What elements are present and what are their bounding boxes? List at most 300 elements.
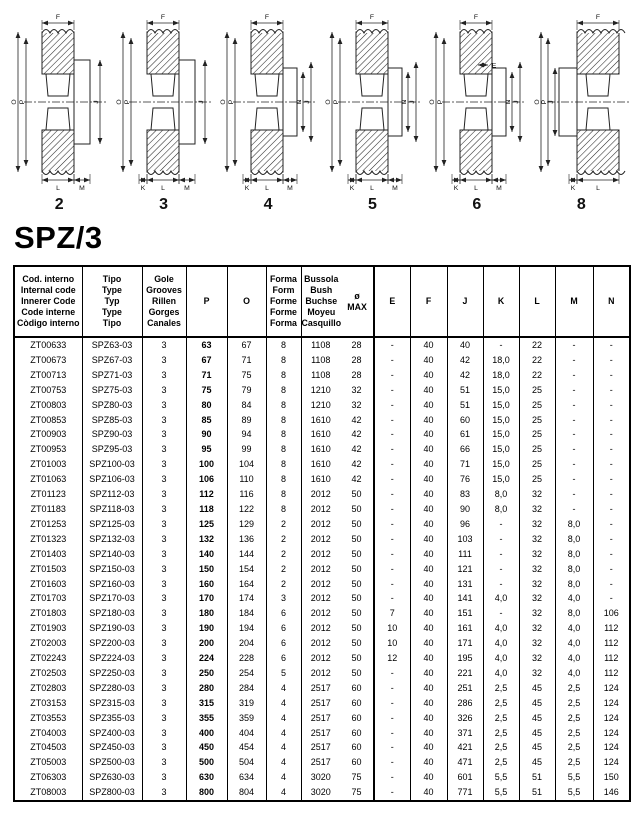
cell-P: 170	[186, 591, 227, 606]
cell-O: 67	[227, 337, 266, 353]
dim-label-P: P	[436, 99, 444, 105]
cell-E: -	[374, 353, 410, 368]
cell-form: 2	[266, 532, 301, 547]
cell-N: -	[593, 457, 630, 472]
cell-form: 6	[266, 651, 301, 666]
cell-L: 32	[519, 591, 555, 606]
cell-E: -	[374, 383, 410, 398]
cell-N: -	[593, 353, 630, 368]
cell-E: -	[374, 427, 410, 442]
cell-F: 40	[410, 413, 447, 428]
dim-label-M: M	[496, 185, 502, 192]
cell-O: 104	[227, 457, 266, 472]
cell-M: 8,0	[555, 547, 593, 562]
cell-grooves: 3	[142, 398, 186, 413]
table-row	[14, 562, 630, 577]
cell-form: 2	[266, 577, 301, 592]
cell-M: 5,5	[555, 785, 593, 801]
cell-N: -	[593, 517, 630, 532]
cell-P: 450	[186, 740, 227, 755]
cell-grooves: 3	[142, 577, 186, 592]
table-row	[14, 726, 630, 741]
cell-M: 8,0	[555, 577, 593, 592]
col-header-J: J	[447, 266, 483, 337]
cell-F: 40	[410, 577, 447, 592]
cell-N: -	[593, 427, 630, 442]
dim-label-O: O	[11, 99, 19, 105]
cell-P: 80	[186, 398, 227, 413]
cell-O: 75	[227, 368, 266, 383]
cell-code: ZT05003	[30, 757, 67, 768]
dim-label-M: M	[287, 185, 294, 192]
table-row	[14, 487, 630, 502]
cell-type: SPZ100-03	[82, 457, 142, 472]
col-header-M: M	[555, 266, 593, 337]
cell-omax: 60	[351, 727, 362, 738]
cell-P: 190	[186, 621, 227, 636]
cell-J: 76	[447, 472, 483, 487]
cell-E: -	[374, 726, 410, 741]
cell-P: 140	[186, 547, 227, 562]
cell-type: SPZ95-03	[82, 442, 142, 457]
dim-label-E: E	[491, 62, 497, 70]
cell-M: 4,0	[555, 591, 593, 606]
cell-type: SPZ80-03	[82, 398, 142, 413]
cell-E: 12	[374, 651, 410, 666]
cell-omax: 60	[351, 742, 362, 753]
cell-code: ZT01903	[30, 623, 67, 634]
cell-K: 4,0	[483, 621, 519, 636]
cell-K: 2,5	[483, 740, 519, 755]
cell-P: 315	[186, 696, 227, 711]
cell-K: 8,0	[483, 487, 519, 502]
cell-L: 25	[519, 383, 555, 398]
cell-F: 40	[410, 711, 447, 726]
cell-L: 25	[519, 413, 555, 428]
cell-K: -	[483, 577, 519, 592]
cell-M: 5,5	[555, 770, 593, 785]
cell-E: 10	[374, 636, 410, 651]
dim-label-P: P	[332, 99, 340, 105]
cell-L: 25	[519, 427, 555, 442]
cell-J: 83	[447, 487, 483, 502]
cell-form: 8	[266, 502, 301, 517]
col-header-P: P	[186, 266, 227, 337]
cell-E: -	[374, 398, 410, 413]
cell-F: 40	[410, 353, 447, 368]
cell-grooves: 3	[142, 591, 186, 606]
cell-K: 15,0	[483, 442, 519, 457]
cell-E: -	[374, 770, 410, 785]
pulley-diagram-form-3	[115, 12, 213, 214]
table-body	[14, 337, 630, 801]
cell-K: 18,0	[483, 353, 519, 368]
cell-O: 174	[227, 591, 266, 606]
cell-J: 151	[447, 606, 483, 621]
cell-grooves: 3	[142, 696, 186, 711]
cell-P: 75	[186, 383, 227, 398]
cell-code: ZT00753	[30, 384, 67, 395]
pulley-cross-section-drawing	[219, 12, 317, 194]
cell-N: -	[593, 502, 630, 517]
cell-bush: 2517	[301, 696, 340, 711]
cell-E: -	[374, 755, 410, 770]
cell-L: 22	[519, 368, 555, 383]
cell-K: 4,0	[483, 591, 519, 606]
cell-bush: 2517	[301, 755, 340, 770]
cell-P: 280	[186, 681, 227, 696]
form-number-label: 5	[367, 196, 378, 213]
dim-label-K: K	[453, 185, 459, 192]
dim-label-K: K	[570, 185, 575, 192]
cell-form: 6	[266, 621, 301, 636]
cell-N: 106	[593, 606, 630, 621]
cell-omax: 75	[351, 772, 362, 783]
cell-grooves: 3	[142, 621, 186, 636]
cell-P: 71	[186, 368, 227, 383]
cell-E: -	[374, 442, 410, 457]
cell-F: 40	[410, 591, 447, 606]
table-row	[14, 472, 630, 487]
table-row	[14, 457, 630, 472]
dim-label-F: F	[265, 14, 270, 21]
table-row	[14, 368, 630, 383]
cell-F: 40	[410, 666, 447, 681]
cell-J: 42	[447, 353, 483, 368]
cell-N: 112	[593, 621, 630, 636]
cell-M: 2,5	[555, 696, 593, 711]
cell-O: 504	[227, 755, 266, 770]
cell-N: 112	[593, 666, 630, 681]
cell-J: 601	[447, 770, 483, 785]
cell-code: ZT02003	[30, 638, 67, 649]
cell-type: SPZ450-03	[82, 740, 142, 755]
cell-E: 10	[374, 621, 410, 636]
cell-O: 204	[227, 636, 266, 651]
cell-L: 32	[519, 577, 555, 592]
cell-form: 4	[266, 785, 301, 801]
cell-form: 4	[266, 696, 301, 711]
cell-E: -	[374, 517, 410, 532]
cell-N: 150	[593, 770, 630, 785]
cell-grooves: 3	[142, 681, 186, 696]
cell-type: SPZ112-03	[82, 487, 142, 502]
cell-P: 630	[186, 770, 227, 785]
cell-M: -	[555, 353, 593, 368]
cell-code: ZT01703	[30, 593, 67, 604]
cell-N: -	[593, 532, 630, 547]
cell-N: -	[593, 442, 630, 457]
dim-label-O: O	[428, 99, 436, 105]
cell-O: 110	[227, 472, 266, 487]
cell-omax: 60	[351, 697, 362, 708]
cell-bush: 1108	[301, 368, 340, 383]
cell-grooves: 3	[142, 413, 186, 428]
cell-E: -	[374, 502, 410, 517]
cell-F: 40	[410, 398, 447, 413]
table-row	[14, 666, 630, 681]
cell-F: 40	[410, 636, 447, 651]
cell-form: 8	[266, 457, 301, 472]
cell-L: 45	[519, 711, 555, 726]
cell-P: 112	[186, 487, 227, 502]
cell-J: 141	[447, 591, 483, 606]
cell-K: 18,0	[483, 368, 519, 383]
cell-E: 7	[374, 606, 410, 621]
cell-code: ZT01403	[30, 548, 67, 559]
cell-M: -	[555, 383, 593, 398]
table-row	[14, 383, 630, 398]
cell-P: 67	[186, 353, 227, 368]
cell-L: 45	[519, 740, 555, 755]
cell-bush: 2517	[301, 740, 340, 755]
cell-M: -	[555, 427, 593, 442]
cell-J: 96	[447, 517, 483, 532]
cell-omax: 50	[351, 653, 362, 664]
cell-F: 40	[410, 532, 447, 547]
dim-label-J: J	[304, 100, 312, 104]
cell-bush: 1108	[301, 353, 340, 368]
cell-N: -	[593, 472, 630, 487]
cell-bush: 3020	[301, 770, 340, 785]
cell-L: 22	[519, 337, 555, 353]
cell-J: 161	[447, 621, 483, 636]
cell-code: ZT01253	[30, 518, 67, 529]
cell-bush: 2012	[301, 577, 340, 592]
col-header-omax: ø MAX	[347, 290, 367, 312]
cell-K: 4,0	[483, 651, 519, 666]
cell-code: ZT08003	[30, 787, 67, 798]
cell-P: 90	[186, 427, 227, 442]
form-number-label: 3	[159, 196, 169, 213]
cell-form: 4	[266, 770, 301, 785]
cell-F: 40	[410, 502, 447, 517]
cell-omax: 50	[351, 503, 362, 514]
cell-K: -	[483, 547, 519, 562]
cell-form: 4	[266, 681, 301, 696]
cell-code: ZT00803	[30, 399, 67, 410]
cell-P: 100	[186, 457, 227, 472]
cell-L: 45	[519, 726, 555, 741]
cell-N: 112	[593, 651, 630, 666]
cell-M: 4,0	[555, 621, 593, 636]
dim-label-N: N	[504, 99, 512, 105]
cell-code: ZT04003	[30, 727, 67, 738]
cell-type: SPZ125-03	[82, 517, 142, 532]
cell-code: ZT01803	[30, 608, 67, 619]
col-header-N: N	[593, 266, 630, 337]
cell-code: ZT01123	[30, 489, 66, 500]
cell-grooves: 3	[142, 383, 186, 398]
cell-O: 71	[227, 353, 266, 368]
cell-omax: 50	[351, 638, 362, 649]
cell-N: 124	[593, 726, 630, 741]
cell-omax: 32	[351, 384, 362, 395]
cell-bush: 2012	[301, 666, 340, 681]
cell-grooves: 3	[142, 785, 186, 801]
cell-omax: 42	[351, 414, 362, 425]
cell-E: -	[374, 666, 410, 681]
spz3-dimension-table	[13, 265, 631, 802]
cell-K: 15,0	[483, 398, 519, 413]
cell-omax: 50	[351, 489, 362, 500]
cell-bush: 2012	[301, 651, 340, 666]
cell-P: 160	[186, 577, 227, 592]
cell-F: 40	[410, 651, 447, 666]
cell-code: ZT03153	[30, 697, 67, 708]
col-header-K: K	[483, 266, 519, 337]
cell-M: 2,5	[555, 681, 593, 696]
cell-E: -	[374, 337, 410, 353]
cell-code: ZT01003	[30, 459, 67, 470]
pulley-diagram-form-4	[219, 12, 317, 214]
cell-type: SPZ106-03	[82, 472, 142, 487]
cell-grooves: 3	[142, 547, 186, 562]
cell-F: 40	[410, 337, 447, 353]
header-row	[14, 266, 630, 337]
cell-grooves: 3	[142, 770, 186, 785]
cell-form: 4	[266, 711, 301, 726]
cell-form: 2	[266, 547, 301, 562]
cell-F: 40	[410, 606, 447, 621]
cell-form: 3	[266, 591, 301, 606]
cell-bush: 1610	[301, 427, 340, 442]
cell-omax: 50	[351, 518, 362, 529]
cell-omax: 60	[351, 712, 362, 723]
cell-L: 32	[519, 562, 555, 577]
cell-L: 32	[519, 606, 555, 621]
cell-P: 132	[186, 532, 227, 547]
cell-E: -	[374, 532, 410, 547]
cell-omax: 75	[351, 787, 362, 798]
cell-bush: 2012	[301, 606, 340, 621]
cell-type: SPZ140-03	[82, 547, 142, 562]
pulley-cross-section-drawing	[115, 12, 213, 194]
cell-J: 103	[447, 532, 483, 547]
cell-code: ZT01063	[30, 474, 67, 485]
cell-J: 61	[447, 427, 483, 442]
cell-J: 121	[447, 562, 483, 577]
cell-code: ZT02803	[30, 682, 67, 693]
cell-code: ZT02243	[30, 653, 67, 664]
cell-omax: 50	[351, 623, 362, 634]
cell-grooves: 3	[142, 755, 186, 770]
cell-J: 421	[447, 740, 483, 755]
cell-N: -	[593, 487, 630, 502]
cell-omax: 50	[351, 533, 362, 544]
pulley-diagram-form-6	[428, 12, 526, 214]
cell-M: -	[555, 337, 593, 353]
dim-label-P: P	[228, 99, 236, 105]
table-row	[14, 606, 630, 621]
cell-K: -	[483, 532, 519, 547]
cell-L: 32	[519, 532, 555, 547]
cell-E: -	[374, 487, 410, 502]
cell-N: 124	[593, 681, 630, 696]
cell-O: 164	[227, 577, 266, 592]
dim-label-K: K	[140, 185, 146, 192]
cell-L: 25	[519, 398, 555, 413]
cell-K: 15,0	[483, 427, 519, 442]
table-row	[14, 442, 630, 457]
cell-form: 8	[266, 368, 301, 383]
cell-grooves: 3	[142, 740, 186, 755]
dim-label-F: F	[474, 14, 479, 21]
cell-grooves: 3	[142, 337, 186, 353]
cell-form: 6	[266, 636, 301, 651]
cell-J: 42	[447, 368, 483, 383]
cell-type: SPZ224-03	[82, 651, 142, 666]
cell-type: SPZ200-03	[82, 636, 142, 651]
cell-F: 40	[410, 726, 447, 741]
cell-type: SPZ85-03	[82, 413, 142, 428]
cell-P: 200	[186, 636, 227, 651]
cell-F: 40	[410, 427, 447, 442]
dim-label-N: N	[400, 99, 408, 105]
pulley-cross-section-drawing	[10, 12, 108, 194]
cell-F: 40	[410, 472, 447, 487]
cell-K: 15,0	[483, 472, 519, 487]
cell-bush: 1610	[301, 413, 340, 428]
cell-E: -	[374, 457, 410, 472]
cell-bush: 2012	[301, 547, 340, 562]
cell-type: SPZ280-03	[82, 681, 142, 696]
cell-grooves: 3	[142, 472, 186, 487]
table-row	[14, 337, 630, 353]
table-row	[14, 502, 630, 517]
cell-form: 8	[266, 353, 301, 368]
cell-O: 319	[227, 696, 266, 711]
cell-E: -	[374, 696, 410, 711]
cell-O: 634	[227, 770, 266, 785]
cell-grooves: 3	[142, 711, 186, 726]
cell-O: 254	[227, 666, 266, 681]
dim-label-O: O	[115, 99, 123, 105]
cell-E: -	[374, 711, 410, 726]
dim-label-N: N	[296, 99, 304, 105]
cell-grooves: 3	[142, 726, 186, 741]
col-header-grooves: Gole Grooves Rillen Gorges Canales	[142, 266, 186, 337]
dim-label-M: M	[79, 185, 86, 192]
cell-P: 250	[186, 666, 227, 681]
table-row	[14, 427, 630, 442]
cell-F: 40	[410, 770, 447, 785]
form-number-label: 2	[54, 196, 65, 213]
cell-grooves: 3	[142, 562, 186, 577]
cell-E: -	[374, 413, 410, 428]
cell-form: 4	[266, 726, 301, 741]
dim-label-K: K	[244, 185, 250, 192]
cell-bush: 1210	[301, 398, 340, 413]
cell-K: 2,5	[483, 726, 519, 741]
cell-grooves: 3	[142, 368, 186, 383]
cell-type: SPZ71-03	[82, 368, 142, 383]
cell-O: 89	[227, 413, 266, 428]
table-row	[14, 651, 630, 666]
cell-L: 45	[519, 696, 555, 711]
dim-label-J: J	[547, 100, 555, 104]
table-row	[14, 621, 630, 636]
cell-code: ZT03553	[30, 712, 67, 723]
cell-E: -	[374, 785, 410, 801]
cell-F: 40	[410, 487, 447, 502]
cell-E: -	[374, 591, 410, 606]
cell-E: -	[374, 472, 410, 487]
cell-form: 2	[266, 562, 301, 577]
cell-E: -	[374, 577, 410, 592]
cell-omax: 60	[351, 757, 362, 768]
cell-L: 45	[519, 755, 555, 770]
